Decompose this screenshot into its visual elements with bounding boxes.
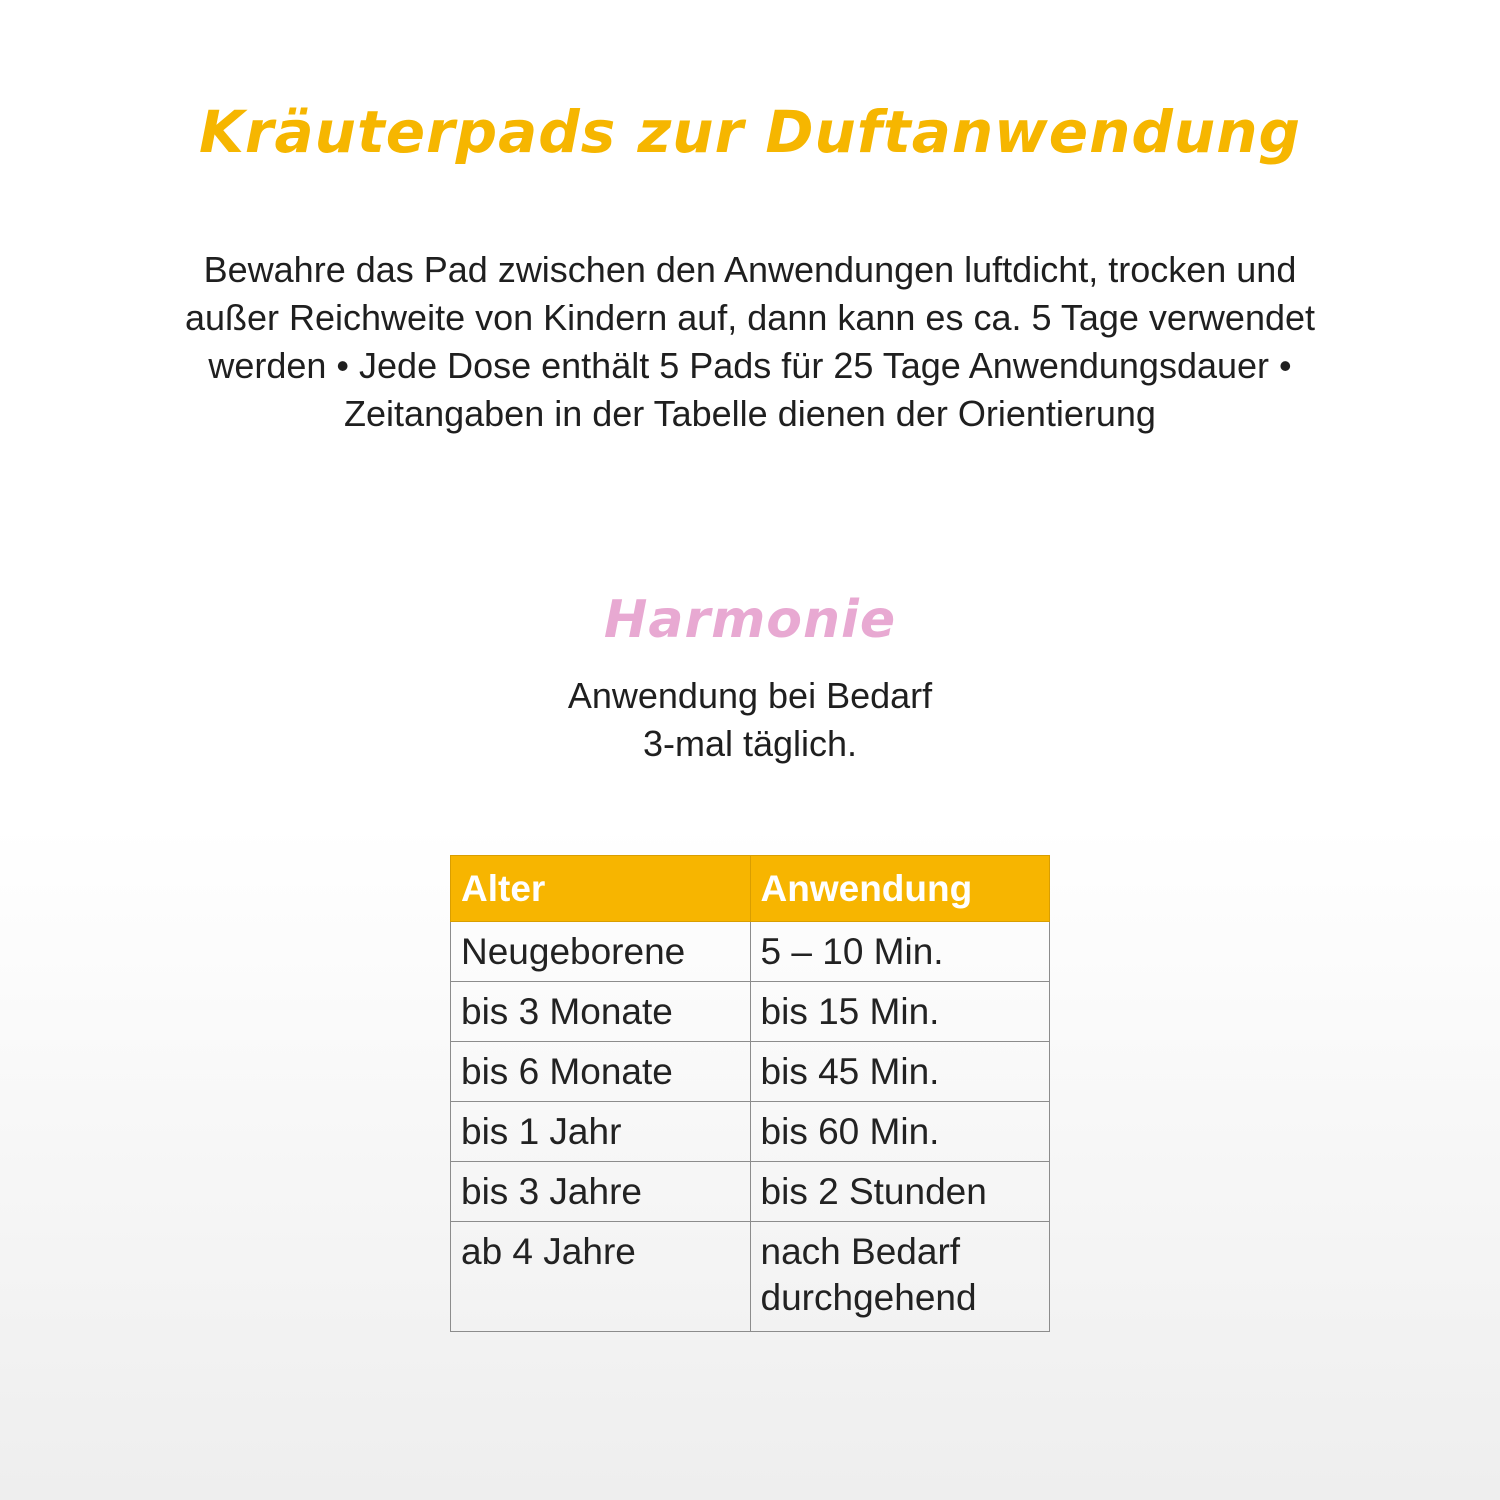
age-cell: Neugeborene	[451, 922, 751, 982]
usage-instructions	[0, 672, 1500, 768]
page-title: Kräuterpads zur Duftanwendung	[198, 98, 1302, 166]
table-row	[451, 982, 1050, 1042]
age-cell: ab 4 Jahre	[451, 1222, 751, 1332]
table-row	[451, 1162, 1050, 1222]
duration-cell: bis 2 Stunden	[750, 1162, 1049, 1222]
table-header-row	[451, 856, 1050, 922]
header-application: Anwendung	[750, 856, 1049, 922]
duration-cell: 5 – 10 Min.	[750, 922, 1049, 982]
age-cell: bis 3 Jahre	[451, 1162, 751, 1222]
table-row	[451, 1042, 1050, 1102]
duration-cell: bis 45 Min.	[750, 1042, 1049, 1102]
dosage-table	[450, 855, 1050, 1332]
header-age: Alter	[451, 856, 751, 922]
age-cell: bis 6 Monate	[451, 1042, 751, 1102]
table-row	[451, 922, 1050, 982]
section-title: Harmonie	[603, 590, 897, 650]
duration-cell: bis 15 Min.	[750, 982, 1049, 1042]
table-row	[451, 1102, 1050, 1162]
intro-paragraph: Bewahre das Pad zwischen den Anwendungen luftdicht, trocken und außer Reichweite von Kindern auf, dann kann es ca. 5 Tage verwendet werden • Jede Dose enthält 5 Pads für 25 Tage Anwendungsdauer • Zeitangaben in der Tabelle dienen der Orientierung	[184, 249, 1316, 434]
table-row	[451, 1222, 1050, 1332]
duration-cell: bis 60 Min.	[750, 1102, 1049, 1162]
age-cell: bis 1 Jahr	[451, 1102, 751, 1162]
usage-line-1: Anwendung bei Bedarf	[567, 675, 933, 716]
duration-cell: nach Bedarf durchgehend	[750, 1222, 1049, 1332]
age-cell: bis 3 Monate	[451, 982, 751, 1042]
usage-line-2: 3-mal täglich.	[642, 723, 858, 764]
